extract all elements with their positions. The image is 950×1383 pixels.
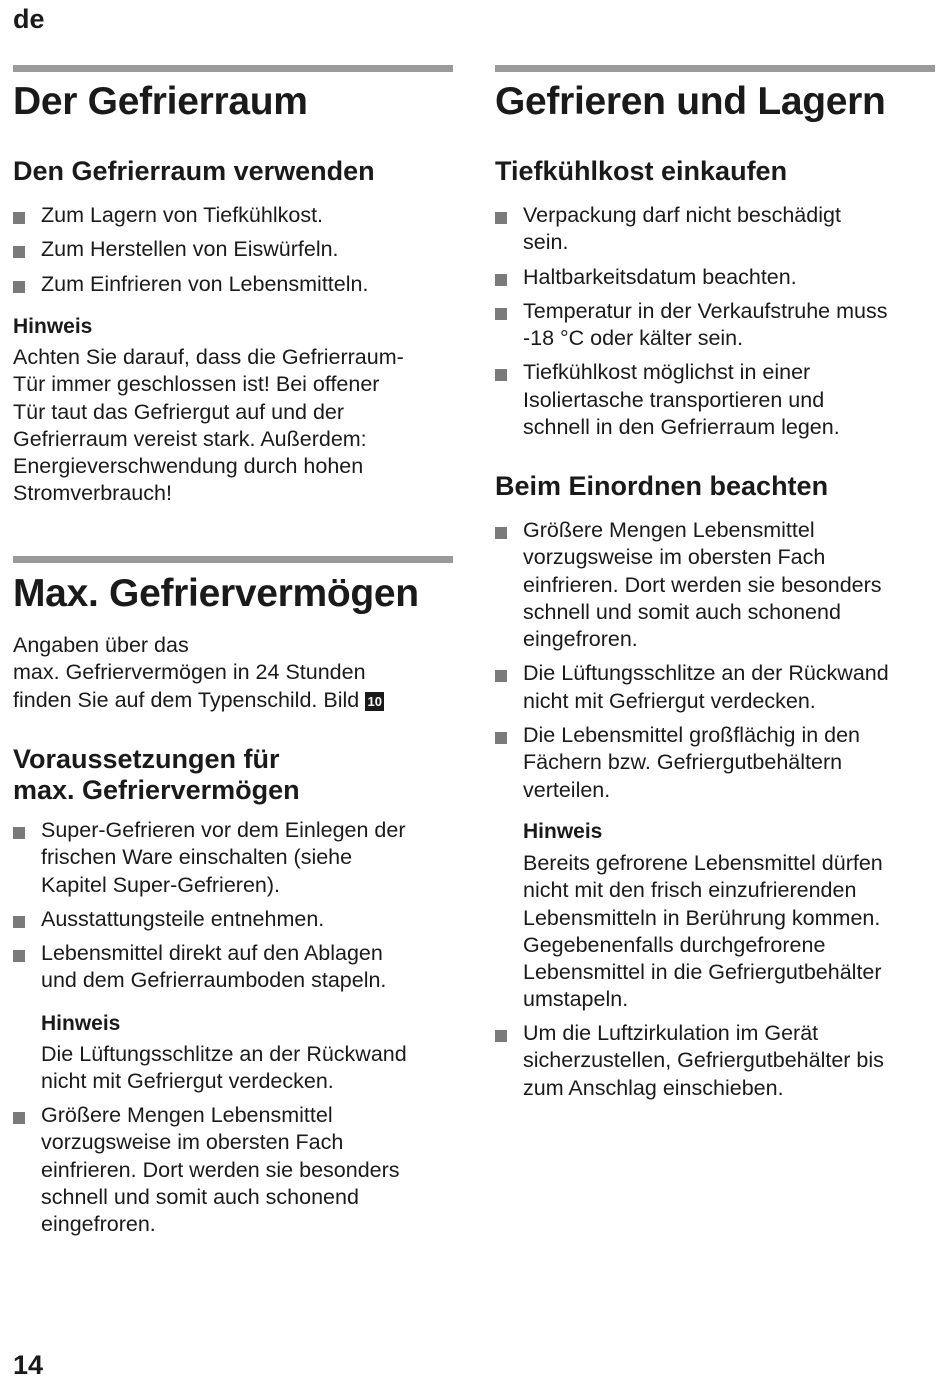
note-text: Die Lüftungsschlitze an der Rückwand nicht mit Gefriergut verdecken. <box>41 1042 407 1094</box>
figure-reference-badge: 10 <box>365 692 384 711</box>
section-title-max-freezing: Max. Gefriervermögen <box>13 572 419 615</box>
list-item: Um die Luftzirkulation im Gerät sicherzustellen, Gefriergutbehälter bis zum Anschlag einschieben. <box>495 1020 935 1102</box>
list-item: Super-Gefrieren vor dem Einlegen der frischen Ware einschalten (siehe Kapitel Super-Gefrieren). <box>13 817 453 899</box>
section-rule <box>13 65 453 72</box>
bullet-list-buying <box>495 202 935 448</box>
bullet-list-arranging-continued <box>495 1020 935 1109</box>
note-heading: Hinweis <box>523 820 603 843</box>
intro-text: Angaben über das max. Gefriervermögen in 24 Stunden finden Sie auf dem Typenschild. Bild 10 <box>13 632 453 714</box>
note-text: Bereits gefrorene Lebensmittel dürfen nicht mit den frisch einzufrierenden Lebensmitteln in Berührung kommen. Gegebenenfalls durchgefrorene Lebensmittel in die Gefriergutbehälter umstapeln. <box>523 851 883 1012</box>
subtitle-requirements: Voraussetzungen für max. Gefriervermögen <box>13 744 300 805</box>
subtitle-use-freezer: Den Gefrierraum verwenden <box>13 156 375 186</box>
bullet-list-requirements-continued <box>13 1102 453 1245</box>
note-heading: Hinweis <box>41 1012 121 1035</box>
page-number: 14 <box>13 1350 44 1380</box>
list-item: Zum Herstellen von Eiswürfeln. <box>13 236 453 263</box>
list-item: Zum Lagern von Tiefkühlkost. <box>13 202 453 229</box>
list-item: Tiefkühlkost möglichst in einer Isoliertasche transportieren und schnell in den Gefrierraum legen. <box>495 359 935 441</box>
subtitle-arranging: Beim Einordnen beachten <box>495 471 829 501</box>
bullet-list-arranging <box>495 517 935 811</box>
list-item: Die Lebensmittel großflächig in den Fächern bzw. Gefriergutbehältern verteilen. <box>495 722 935 804</box>
bullet-list-use <box>13 202 453 305</box>
list-item: Größere Mengen Lebensmittel vorzugsweise im obersten Fach einfrieren. Dort werden sie besonders schnell und somit auch schonend eingefroren. <box>13 1102 453 1238</box>
section-rule <box>13 556 453 563</box>
list-item: Die Lüftungsschlitze an der Rückwand nicht mit Gefriergut verdecken. <box>495 660 935 715</box>
list-item: Zum Einfrieren von Lebensmitteln. <box>13 271 453 298</box>
list-item: Größere Mengen Lebensmittel vorzugsweise im obersten Fach einfrieren. Dort werden sie besonders schnell und somit auch schonend eingefroren. <box>495 517 935 653</box>
section-title-freezing-storing: Gefrieren und Lagern <box>495 80 886 123</box>
subtitle-buying-frozen-food: Tiefkühlkost einkaufen <box>495 156 788 186</box>
language-code: de <box>13 4 45 34</box>
note-text: Achten Sie darauf, dass die Gefrierraum- Tür immer geschlossen ist! Bei offener Tür taut das Gefriergut auf und der Gefrierraum vereist stark. Außerdem: Energieverschwendung durch hohen Stromverbrauch! <box>13 345 404 506</box>
list-item: Verpackung darf nicht beschädigt sein. <box>495 202 935 257</box>
note-heading: Hinweis <box>13 315 93 338</box>
list-item: Ausstattungsteile entnehmen. <box>13 906 453 933</box>
list-item: Lebensmittel direkt auf den Ablagen und dem Gefrierraumboden stapeln. <box>13 940 453 995</box>
list-item: Temperatur in der Verkaufstruhe muss -18 °C oder kälter sein. <box>495 298 935 353</box>
bullet-list-requirements <box>13 817 453 1002</box>
section-title-freezer: Der Gefrierraum <box>13 80 308 123</box>
section-rule <box>495 65 935 72</box>
list-item: Haltbarkeitsdatum beachten. <box>495 264 935 291</box>
